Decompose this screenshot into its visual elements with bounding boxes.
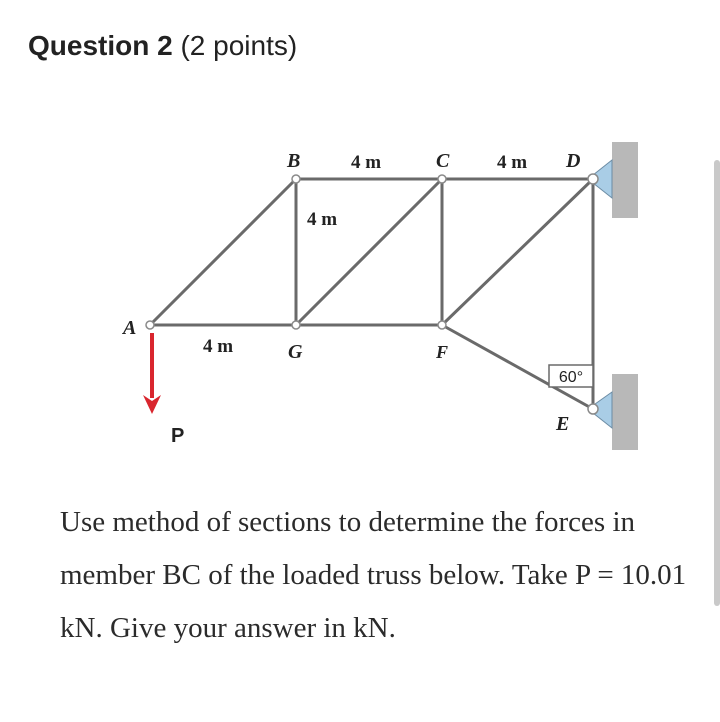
joint-d: [588, 174, 598, 184]
load-arrow: [143, 333, 161, 414]
dim-ab: 4 m: [203, 336, 234, 357]
wall-upper: [612, 142, 638, 218]
node-label-d: D: [566, 150, 581, 172]
dim-cd: 4 m: [497, 152, 528, 173]
node-label-g: G: [288, 341, 303, 363]
wall-lower: [612, 374, 638, 450]
angle-label: 60°: [558, 369, 584, 386]
scrollbar[interactable]: [714, 160, 720, 606]
joint-g: [292, 321, 300, 329]
member-ab: [150, 179, 296, 325]
node-label-c: C: [436, 150, 450, 172]
joint-b: [292, 175, 300, 183]
question-body: Use method of sections to determine the forces in member BC of the loaded truss below. Take P = 10.01 kN. Give your answer in kN.: [60, 506, 687, 644]
node-label-e: E: [556, 413, 570, 435]
question-label: Question 2: [28, 30, 173, 61]
node-label-b: B: [287, 150, 301, 172]
joint-c: [438, 175, 446, 183]
load-label: P: [171, 425, 185, 447]
member-fd: [442, 179, 593, 325]
joint-f: [438, 321, 446, 329]
member-gc: [296, 179, 442, 325]
dim-bc: 4 m: [351, 152, 382, 173]
node-label-a: A: [123, 317, 137, 339]
joint-a: [146, 321, 154, 329]
node-label-f: F: [436, 342, 449, 362]
dim-bg: 4 m: [307, 209, 338, 230]
joint-e: [588, 404, 598, 414]
question-points: (2 points): [180, 30, 298, 61]
